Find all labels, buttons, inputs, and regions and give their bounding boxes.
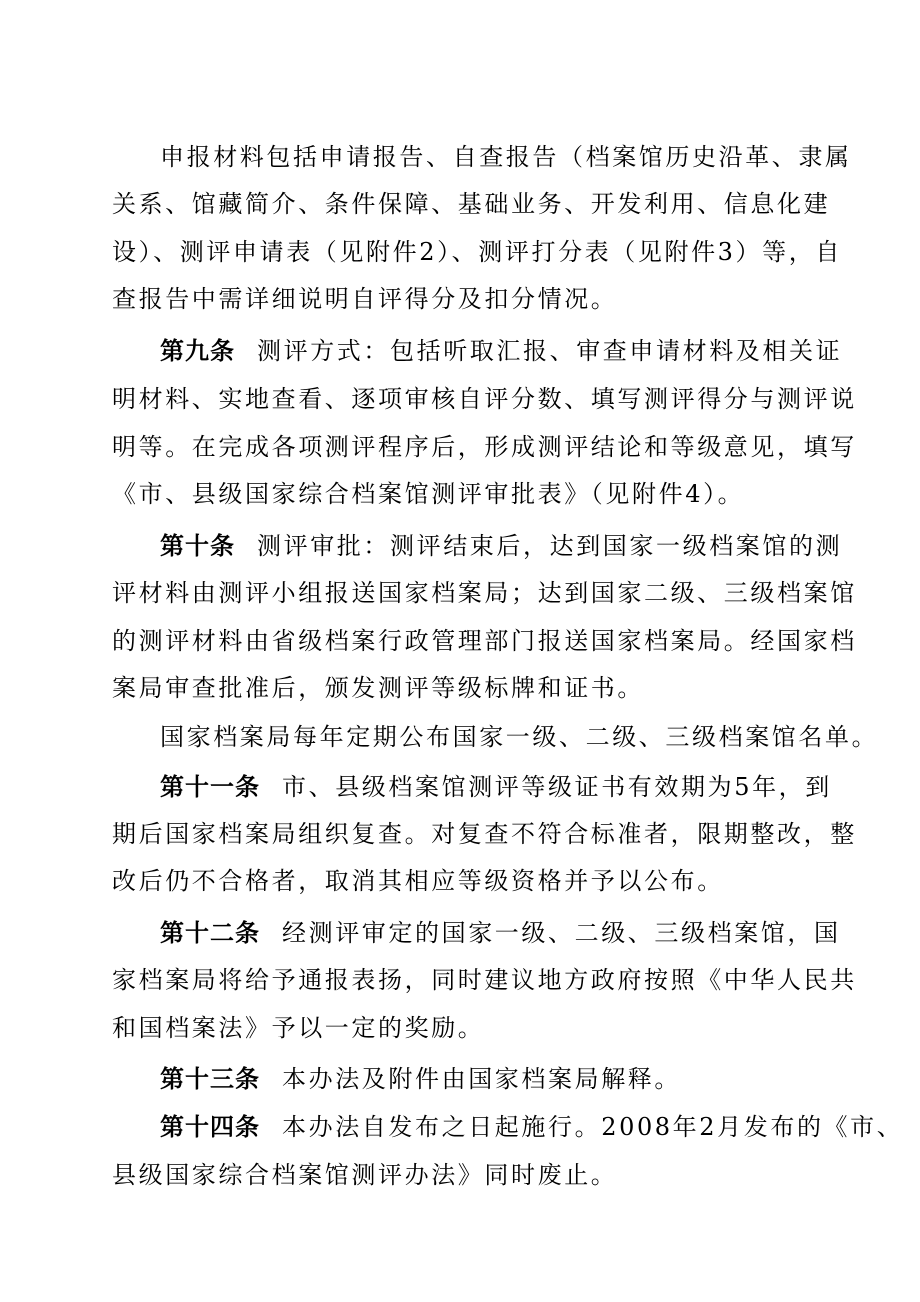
line-text: 明材料、实地查看、逐项审核自评分数、填写测评得分与测评说: [112, 385, 857, 413]
line-text: 经测评审定的国家一级、二级、三级档案馆，国: [282, 919, 841, 947]
paragraph-line: [160, 722, 879, 752]
article-12-line: [160, 918, 860, 948]
article-number: 第九条: [160, 337, 235, 365]
line-text: 申报材料包括申请报告、自查报告（档案馆历史沿革、隶属: [160, 143, 852, 171]
line-text: 改后仍不合格者，取消其相应等级资格并予以公布。: [112, 867, 724, 895]
paragraph-line: [112, 284, 812, 314]
line-text: 的测评材料由省级档案行政管理部门报送国家档案局。经国家档: [112, 627, 857, 655]
article-9-line: [160, 336, 860, 366]
paragraph-line: [112, 673, 812, 703]
line-text: 和国档案法》予以一定的奖励。: [112, 1014, 485, 1042]
paragraph-line: [112, 965, 857, 995]
paragraph-line: [112, 626, 857, 656]
line-text: 家档案局将给予通报表扬，同时建议地方政府按照《中华人民共: [112, 966, 857, 994]
article-number: 第十一条: [160, 773, 260, 801]
line-text: 关系、馆藏简介、条件保障、基础业务、开发利用、信息化建: [112, 190, 831, 218]
paragraph-line: [112, 578, 857, 608]
paragraph-line: [112, 866, 812, 896]
line-text: 期后国家档案局组织复查。对复查不符合标准者，限期整改，整: [112, 820, 857, 848]
article-number: 第十三条: [160, 1065, 260, 1093]
article-number: 第十四条: [160, 1113, 260, 1141]
line-text: 市、县级档案馆测评等级证书有效期为5年，到: [282, 773, 832, 801]
paragraph-line: [112, 384, 857, 414]
line-text: 县级国家综合档案馆测评办法》同时废止。: [112, 1161, 618, 1189]
line-text: 本办法自发布之日起施行。2008年2月发布的《市、: [282, 1113, 904, 1141]
line-text: 案局审查批准后，颁发测评等级标牌和证书。: [112, 674, 644, 702]
line-text: 测评审批：测评结束后，达到国家一级档案馆的测: [257, 532, 843, 560]
line-text: 国家档案局每年定期公布国家一级、二级、三级档案馆名单。: [160, 723, 879, 751]
paragraph-line: [112, 432, 857, 462]
line-text: 评材料由测评小组报送国家档案局；达到国家二级、三级档案馆: [112, 579, 857, 607]
line-text: 查报告中需详细说明自评得分及扣分情况。: [112, 285, 618, 313]
paragraph-line: [112, 1013, 812, 1043]
article-number: 第十二条: [160, 919, 260, 947]
article-10-line: [160, 531, 860, 561]
paragraph-line: [112, 1160, 812, 1190]
article-13-line: [160, 1064, 860, 1094]
line-text: 本办法及附件由国家档案局解释。: [282, 1065, 681, 1093]
paragraph-line: [112, 189, 831, 219]
line-text: 设）、测评申请表（见附件2）、测评打分表（见附件3）等，自: [112, 238, 842, 266]
article-number: 第十条: [160, 532, 235, 560]
article-11-line: [160, 772, 860, 802]
paragraph-line: [112, 237, 842, 267]
paragraph-line: [112, 819, 857, 849]
line-text: 《市、县级国家综合档案馆测评审批表》（见附件4）。: [112, 480, 745, 508]
article-14-line: [160, 1112, 904, 1142]
line-text: 明等。在完成各项测评程序后，形成测评结论和等级意见，填写: [112, 433, 857, 461]
line-text: 测评方式：包括听取汇报、审查申请材料及相关证: [257, 337, 843, 365]
paragraph-line: [160, 142, 860, 172]
paragraph-line: [112, 479, 812, 509]
